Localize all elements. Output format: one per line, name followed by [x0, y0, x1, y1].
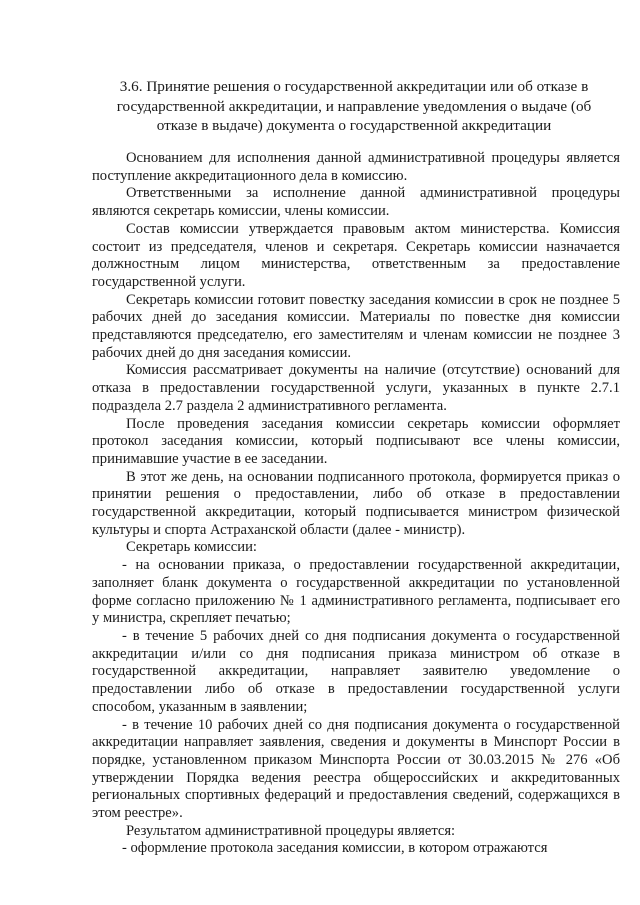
list-item: - оформление протокола заседания комиссии, в котором отражаются: [122, 840, 548, 857]
paragraph: Комиссия рассматривает документы на наличие (отсутствие) оснований для отказа в предоставлении государственной услуги, указанных в пункте 2.7.1 подраздела 2.7 раздела 2 административного регламента.: [92, 362, 620, 414]
paragraph: Состав комиссии утверждается правовым актом министерства. Комиссия состоит из председателя, членов и секретаря. Секретарь комиссии назначается должностным лицом министерства, ответственным за предоставление государственной услуги.: [92, 220, 620, 290]
paragraph: Ответственными за исполнение данной административной процедуры являются секретарь комиссии, члены комиссии.: [92, 185, 620, 220]
paragraph: В этот же день, на основании подписанного протокола, формируется приказ о принятии решения о предоставлении, либо об отказе в предоставлении государственной аккредитации, который подписывается министром физической культуры и спорта Астраханской области (далее - министр).: [92, 468, 620, 538]
section-heading: 3.6. Принятие решения о государственной аккредитации или об отказе в государственной аккредитации, и направление уведомления о выдаче (об отказе в выдаче) документа о государственной аккредитации: [116, 78, 592, 134]
list-item: - в течение 10 рабочих дней со дня подписания документа о государственной аккредитации направляет заявления, сведения и документы в Минспорт России в порядке, установленном приказом Минспорта России от 30.03.2015 № 276 «Об утверждении Порядка ведения реестра общероссийских и аккредитованных региональных спортивных федераций и предоставления сведений, содержащихся в этом реестре».: [92, 716, 620, 822]
list-item: - на основании приказа, о предоставлении государственной аккредитации, заполняет бланк документа о государственной аккредитации по установленной форме согласно приложению № 1 административного регламента, подписывает его у министра, скрепляет печатью;: [92, 557, 620, 627]
paragraph: Секретарь комиссии готовит повестку заседания комиссии в срок не позднее 5 рабочих дней до заседания комиссии. Материалы по повестке дня комиссии представляются председателю, его заместителям и членам комиссии не позднее 3 рабочих дней до дня заседания комиссии.: [92, 291, 620, 361]
list-item: - в течение 5 рабочих дней со дня подписания документа о государственной аккредитации и/или со дня подписания приказа министром об отказе в государственной аккредитации, направляет заявителю уведомление о предоставлении либо об отказе в предоставлении государственной услуги способом, указанным в заявлении;: [92, 627, 620, 715]
paragraph: Основанием для исполнения данной административной процедуры является поступление аккредитационного дела в комиссию.: [92, 150, 620, 184]
paragraph: Результатом административной процедуры является:: [126, 822, 456, 839]
paragraph: После проведения заседания комиссии секретарь комиссии оформляет протокол заседания комиссии, который подписывают все члены комиссии, принимавшие участие в ее заседании.: [92, 415, 620, 467]
paragraph: Секретарь комиссии:: [126, 539, 257, 556]
document-body: [92, 150, 620, 858]
